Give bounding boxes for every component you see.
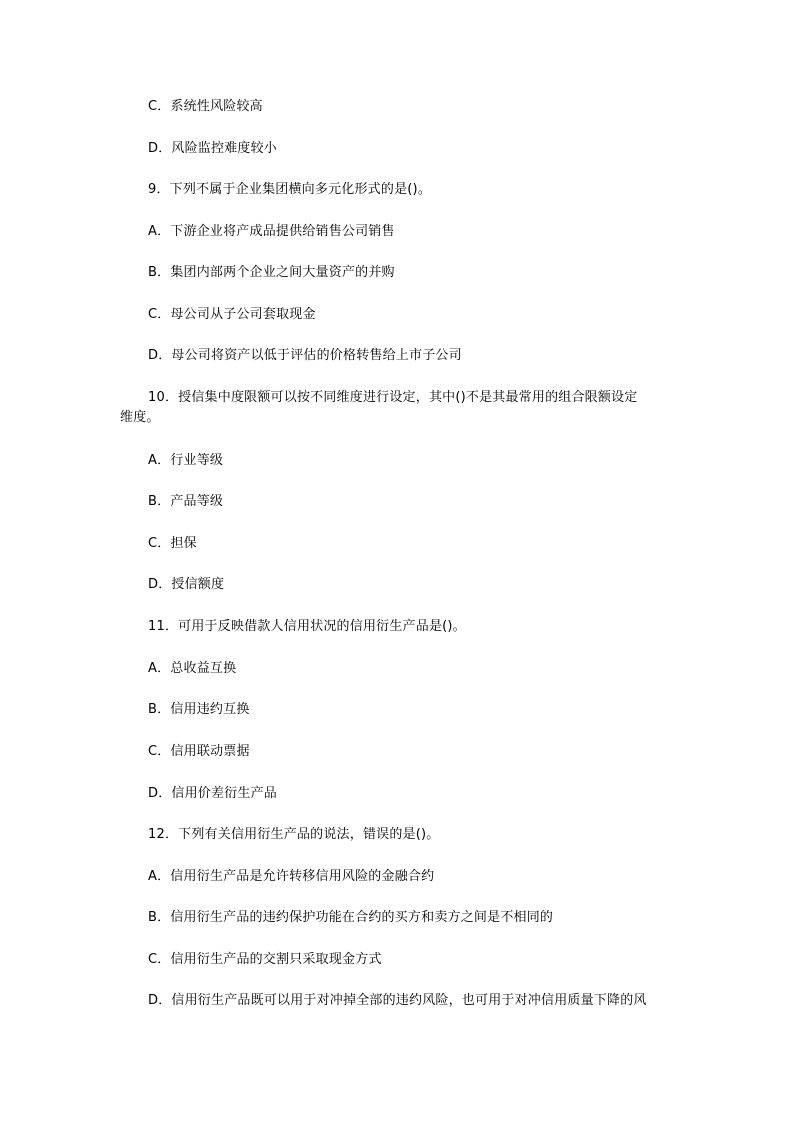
question-11: 11．可用于反映借款人信用状况的信用衍生产品是()。 (148, 619, 466, 634)
option-b-q9: B．集团内部两个企业之间大量资产的并购 (148, 265, 395, 280)
option-d-q11: D．信用价差衍生产品 (148, 786, 278, 801)
option-c-q9: C．母公司从子公司套取现金 (148, 307, 316, 322)
option-b-q12: B．信用衍生产品的违约保护功能在合约的买方和卖方之间是不相同的 (148, 910, 554, 925)
option-a-q12: A．信用衍生产品是允许转移信用风险的金融合约 (148, 869, 435, 884)
option-b-q11: B．信用违约互换 (148, 702, 250, 717)
option-c-q12: C．信用衍生产品的交割只采取现金方式 (148, 952, 382, 967)
option-b-q10: B．产品等级 (148, 494, 224, 509)
question-10: 10．授信集中度限额可以按不同维度进行设定，其中()不是其最常用的组合限额设定 (148, 390, 638, 405)
option-a-q10: A．行业等级 (148, 453, 224, 468)
option-c-q8: C．系统性风险较高 (148, 99, 263, 114)
option-d-q12: D．信用衍生产品既可以用于对冲掉全部的违约风险，也可用于对冲信用质量下降的风 (148, 993, 647, 1008)
option-d-q8: D．风险监控难度较小 (148, 141, 278, 156)
question-10-continued: 维度。 (120, 410, 160, 425)
option-c-q11: C．信用联动票据 (148, 744, 250, 759)
question-9: 9．下列不属于企业集团横向多元化形式的是()。 (148, 182, 432, 197)
option-a-q11: A．总收益互换 (148, 661, 237, 676)
option-c-q10: C．担保 (148, 536, 197, 551)
option-a-q9: A．下游企业将产成品提供给销售公司销售 (148, 224, 395, 239)
option-d-q10: D．授信额度 (148, 577, 225, 592)
question-12: 12．下列有关信用衍生产品的说法，错误的是()。 (148, 827, 440, 842)
option-d-q9: D．母公司将资产以低于评估的价格转售给上市子公司 (148, 348, 462, 363)
